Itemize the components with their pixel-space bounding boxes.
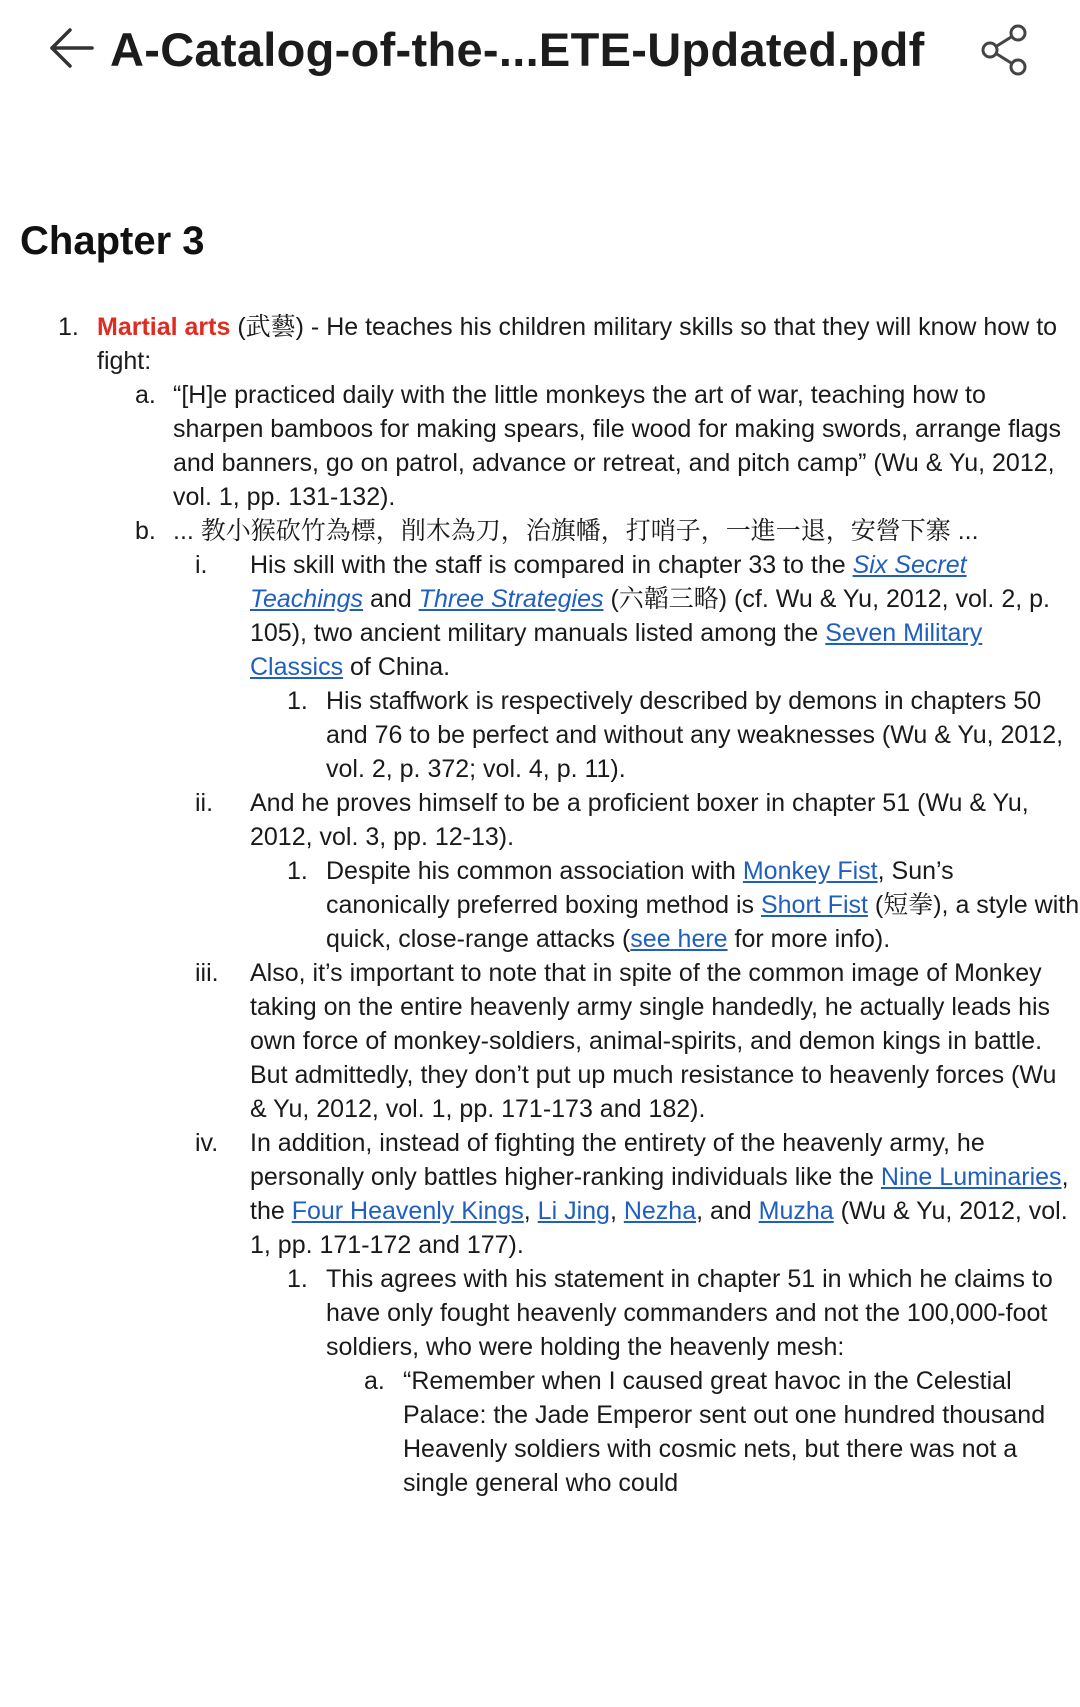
list-item-chinese-b [0, 514, 1080, 548]
list-item-quote-a [0, 378, 1080, 514]
list-marker: 1. [287, 1265, 308, 1293]
item-text: , [523, 1197, 538, 1225]
list-marker: iv. [195, 1129, 219, 1157]
share-button[interactable] [978, 22, 1032, 78]
list-marker: ii. [195, 789, 214, 817]
link-six-secret-teachings[interactable]: Six Secret Teachings [250, 551, 967, 613]
item-text: Also, it’s important to note that in spite of the common image of Monkey taking on the entire heavenly army single handedly, he actually leads his own force of monkey-soldiers, animal-spirits, and demon kings in battle. But admittedly, they don’t put up much resistance to heavenly forces (Wu & Yu, 2012, vol. 1, pp. 171-173 and 182). [250, 959, 1057, 1123]
item-text-chinese: ... 教小猴砍竹為標，削木為刀，治旗幡，打哨子，一進一退，安營下寨 ... [173, 517, 979, 545]
pdf-page[interactable] [0, 100, 1080, 1707]
list-item-roman-i [0, 548, 1080, 684]
list-marker: 1. [287, 687, 308, 715]
item-text: , and [696, 1197, 759, 1225]
list-item-roman-iv [0, 1126, 1080, 1262]
item-text: Despite his common association with [326, 857, 743, 885]
item-text: , Sun’s canonically preferred boxing method is [326, 857, 954, 919]
link-nezha[interactable]: Nezha [623, 1197, 697, 1225]
item-text: This agrees with his statement in chapter 51 in which he claims to have only fought heavenly commanders and not the 100,000-foot soldiers, who were holding the heavenly mesh: [326, 1265, 1053, 1361]
item-text: (短拳), a style with quick, close-range attacks ( [326, 891, 1080, 953]
link-three-strategies[interactable]: Three Strategies [418, 585, 604, 613]
list-marker: 1. [58, 313, 79, 341]
list-item-statement [0, 1262, 1080, 1364]
list-item-boxing [0, 854, 1080, 956]
list-marker: i. [195, 551, 208, 579]
term-martial-arts: Martial arts [97, 313, 231, 341]
list-item-staffwork [0, 684, 1080, 786]
item-text: And he proves himself to be a proficient boxer in chapter 51 (Wu & Yu, 2012, vol. 3, pp. 12-13). [250, 789, 1029, 851]
list-marker: 1. [287, 857, 308, 885]
item-text: , the [250, 1163, 1069, 1225]
link-short-fist[interactable]: Short Fist [760, 891, 868, 919]
link-nine-luminaries[interactable]: Nine Luminaries [880, 1163, 1062, 1191]
list-item-martial-arts [0, 310, 1080, 378]
link-monkey-fist[interactable]: Monkey Fist [742, 857, 878, 885]
item-text: (Wu & Yu, 2012, vol. 1, pp. 171-172 and 177). [250, 1197, 1068, 1259]
link-see-here[interactable]: see here [630, 925, 728, 953]
chapter-heading: Chapter 3 [20, 219, 205, 263]
item-text: “Remember when I caused great havoc in the Celestial Palace: the Jade Emperor sent out one hundred thousand Heavenly soldiers with cosmic nets, but there was not a single general who could [403, 1367, 1046, 1497]
item-text: “[H]e practiced daily with the little monkeys the art of war, teaching how to sharpen bamboos for making spears, file wood for making swords, arrange flags and banners, go on patrol, advance or retreat, and pitch camp” (Wu & Yu, 2012, vol. 1, pp. 131-132). [173, 381, 1061, 511]
document-body [0, 310, 1080, 1500]
share-icon [978, 22, 1032, 78]
list-marker: a. [135, 381, 156, 409]
item-text: His skill with the staff is compared in chapter 33 to the [250, 551, 853, 579]
list-marker: iii. [195, 959, 219, 987]
back-button[interactable] [44, 20, 100, 76]
item-text: and [363, 585, 419, 613]
list-item-roman-iii [0, 956, 1080, 1126]
list-item-quote-havoc [0, 1364, 1080, 1500]
item-text: His staffwork is respectively described by demons in chapters 50 and 76 to be perfect and without any weaknesses (Wu & Yu, 2012, vol. 2, p. 372; vol. 4, p. 11). [326, 687, 1064, 783]
item-text: In addition, instead of fighting the entirety of the heavenly army, he personally only battles higher-ranking individuals like the [250, 1129, 985, 1191]
item-text: (六韜三略) (cf. Wu & Yu, 2012, vol. 2, p. 105), two ancient military manuals listed among the [250, 585, 1050, 647]
link-muzha[interactable]: Muzha [758, 1197, 834, 1225]
link-four-heavenly-kings[interactable]: Four Heavenly Kings [291, 1197, 524, 1225]
item-text: , [609, 1197, 624, 1225]
list-marker: a. [364, 1367, 385, 1395]
arrow-left-icon [44, 20, 100, 76]
item-text: of China. [343, 653, 451, 681]
item-text: (武藝) - He teaches his children military skills so that they will know how to fight: [97, 313, 1058, 375]
app-bar [0, 0, 1080, 100]
document-title: A-Catalog-of-the-...ETE-Updated.pdf [110, 23, 925, 76]
list-marker: b. [135, 517, 156, 545]
link-li-jing[interactable]: Li Jing [537, 1197, 610, 1225]
link-seven-military-classics[interactable]: Seven Military Classics [250, 619, 983, 681]
item-text: for more info). [727, 925, 891, 953]
list-item-roman-ii [0, 786, 1080, 854]
